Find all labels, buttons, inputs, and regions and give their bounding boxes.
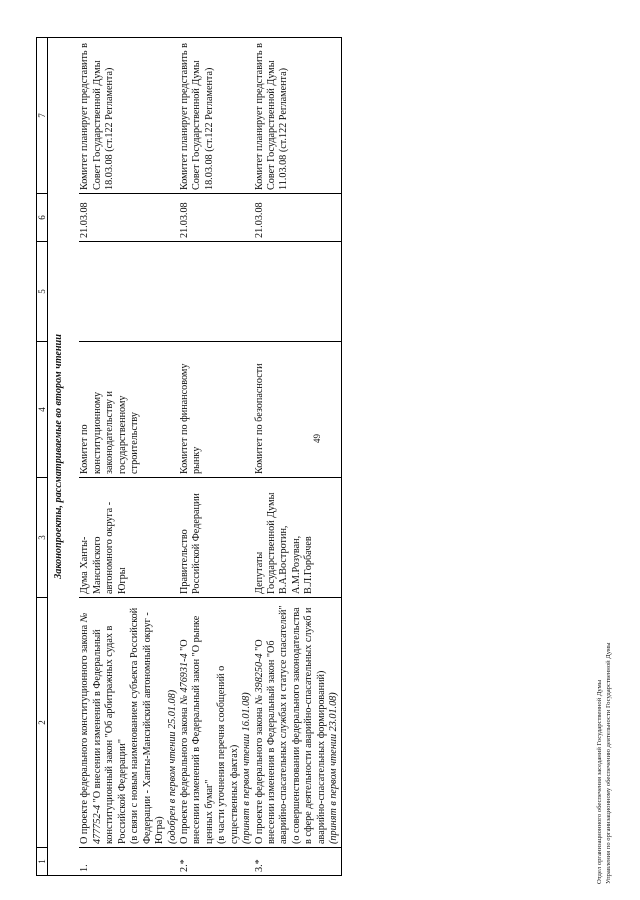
bill-title-rest: "О внесении изменений в Федеральный закон "О рынке ценных бумаг" [178,615,215,844]
column-header: 6 [37,194,48,242]
column-5-cell [79,242,179,342]
column-header: 5 [37,242,48,342]
section-title: Законопроекты, рассматриваемые во втором чтении [48,38,80,876]
table-row [79,38,179,876]
committee: Комитет по безопасности [254,342,342,478]
bill-title-rest: "О внесении изменения в Федеральный закон "Об аварийно-спасательных службах и статусе спасателей" [253,605,290,844]
remark-cell: Комитет планирует представить в Совет Государственной Думы 18.03.08 (ст.122 Регламента) [79,38,179,194]
footer-line: Управления по организационному обеспечению деятельности Государственной Думы [604,642,612,884]
agenda-table [36,37,342,876]
column-header: 4 [37,342,48,478]
bill-note: (в части уточнения перечня сообщений о существенных фактах) [216,665,240,844]
document-page [36,38,556,876]
bill-status: (принят в первом чтении 16.01.08) [241,692,253,844]
bill-number: № 477752-4 [79,612,103,844]
footer-line: Отдел организационного обеспечения заседаний Государственной Думы [596,679,603,884]
column-header: 1 [37,848,48,876]
bill-note: (в связи с новым наименованием субъекта Российской Федерации - Ханты-Мансийский автономный округ - Югра) [129,607,166,844]
page-footer [596,544,614,884]
bill-title: О проекте федерального закона [178,707,190,844]
column-5-cell [179,242,254,342]
row-number: 3.* [254,848,342,876]
bill-description [79,598,179,848]
bill-status: (одобрен в первом чтении 25.01.08) [166,689,178,844]
bill-number: № 476931-4 [178,653,190,705]
bill-number: № 398250-4 [253,653,265,705]
bill-title: О проекте федерального закона [253,707,265,844]
bill-status: (принят в первом чтении 23.01.08) [328,692,340,844]
bill-description [254,598,342,848]
table-row [254,38,342,876]
initiator: Правительство Российской Федерации [179,478,254,598]
column-header: 2 [37,598,48,848]
date-cell: 21.03.08 [79,194,179,242]
page-number: 49 [312,434,322,443]
row-number: 2.* [179,848,254,876]
bill-note: (о совершенствовании федерального законодательства в сфере деятельности аварийно-спасательных служб и аварийно-спасательных формирований) [290,607,327,844]
bill-description [179,598,254,848]
column-header: 3 [37,478,48,598]
date-cell: 21.03.08 [254,194,342,242]
initiator: Дума Ханты-Мансийского автономного округа - Югры [79,478,179,598]
remark-cell: Комитет планирует представить в Совет Государственной Думы 18.03.08 (ст.122 Регламента) [179,38,254,194]
bill-title: О проекте федерального конституционного закона [79,624,91,844]
committee: Комитет по финансовому рынку [179,342,254,478]
date-cell: 21.03.08 [179,194,254,242]
row-number: 1. [79,848,179,876]
remark-cell: Комитет планирует представить в Совет Государственной Думы 11.03.08 (ст.122 Регламента) [254,38,342,194]
column-number-row [37,38,48,876]
initiator: Депутаты Государственной Думы В.А.Востротин, А.М.Розуван, В.Л.Горбачев [254,478,342,598]
section-row [48,38,80,876]
bill-title-rest: "О внесении изменений в Федеральный конституционный закон "Об арбитражных судах в Российской Федерации" [91,625,128,844]
column-header: 7 [37,38,48,194]
column-5-cell [254,242,342,342]
table-row [179,38,254,876]
committee: Комитет по конституционному законодательству и государственному строительству [79,342,179,478]
